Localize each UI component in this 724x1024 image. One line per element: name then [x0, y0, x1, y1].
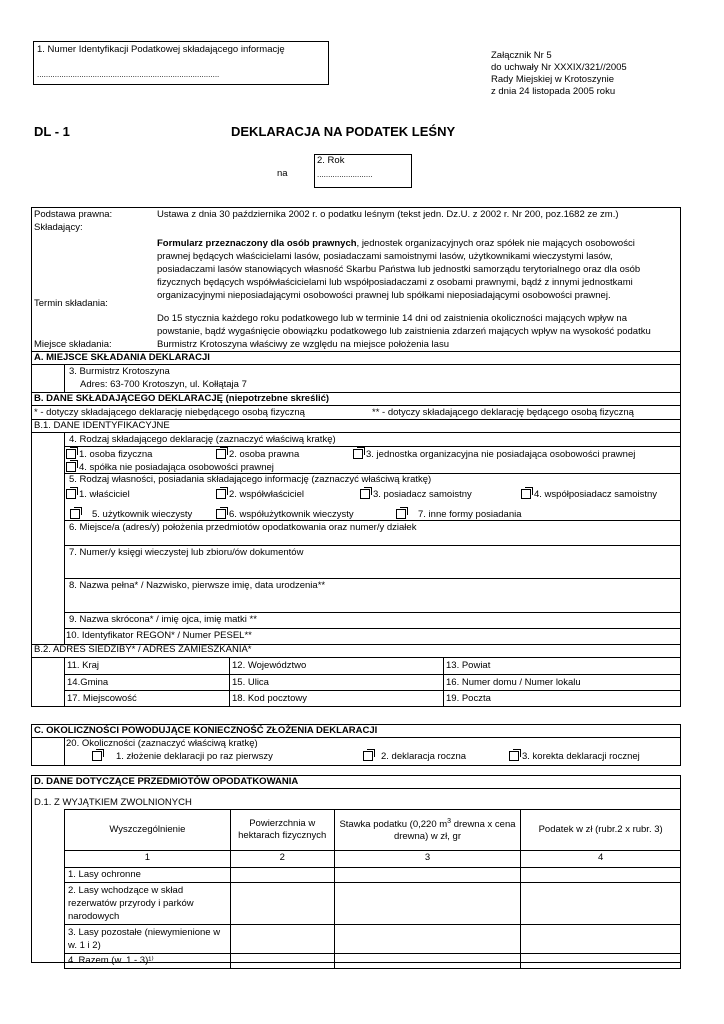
rate-cell[interactable] — [334, 868, 521, 883]
checkbox-icon[interactable] — [66, 462, 76, 472]
area-cell[interactable] — [230, 924, 334, 953]
option-possessor[interactable] — [360, 489, 472, 501]
checkbox-icon[interactable] — [66, 449, 76, 459]
table-row — [65, 924, 681, 953]
option-label: 5. użytkownik wieczysty — [92, 509, 193, 520]
rate-cell[interactable] — [334, 924, 521, 953]
option-org-unit[interactable] — [353, 449, 635, 461]
field-11[interactable]: 11. Kraj — [67, 660, 100, 671]
tax-cell[interactable] — [521, 868, 681, 883]
col-number: 1 — [65, 851, 231, 868]
note-legal-person: * - dotyczy składającego deklarację niebędącego osobą fizyczną — [34, 407, 305, 418]
checkbox-icon[interactable] — [66, 489, 76, 499]
field-4-label: 4. Rodzaj składającego deklarację (zaznaczyć właściwą kratkę) — [69, 434, 336, 445]
row-label: 3. Lasy pozostałe (niewymienione w w. 1 i 2) — [65, 924, 231, 953]
attachment-note — [491, 50, 627, 98]
section-c-title: C. OKOLICZNOŚCI POWODUJĄCE KONIECZNOŚĆ ZŁOŻENIA DEKLARACJI — [34, 725, 378, 736]
option-correction[interactable] — [509, 751, 640, 763]
checkbox-icon[interactable] — [360, 489, 370, 499]
field-17[interactable]: 17. Miejscowość — [67, 693, 137, 704]
tax-cell[interactable] — [521, 953, 681, 968]
option-label: 2. osoba prawna — [229, 449, 300, 460]
year-label: 2. Rok — [317, 155, 345, 166]
section-b-title: B. DANE SKŁADAJĄCEGO DEKLARACJĘ (niepotrzebne skreślić) — [34, 393, 330, 404]
option-natural-person[interactable] — [66, 449, 152, 461]
field-14[interactable]: 14.Gmina — [67, 677, 109, 688]
attachment-line: z dnia 24 listopada 2005 roku — [491, 85, 616, 97]
table-row — [65, 868, 681, 883]
option-label: 6. współużytkownik wieczysty — [229, 509, 354, 520]
checkbox-icon[interactable] — [396, 509, 406, 519]
form-code: DL - 1 — [34, 124, 70, 139]
table-row — [65, 953, 681, 968]
option-owner[interactable] — [66, 489, 130, 501]
forest-tax-table — [64, 809, 681, 969]
b1-title: B.1. DANE IDENTYFIKACYJNE — [34, 420, 170, 431]
field-3: 3. Burmistrz Krotoszyna — [69, 366, 170, 377]
header-description: Wyszczególnienie — [65, 810, 231, 851]
col-number: 2 — [230, 851, 334, 868]
year-dots: ......................... — [317, 170, 373, 179]
field-18[interactable]: 18. Kod pocztowy — [232, 693, 307, 704]
table-row — [65, 882, 681, 924]
field-7[interactable]: 7. Numer/y księgi wieczystej lub zbioru/ów dokumentów — [69, 547, 304, 558]
place-label: Miejsce składania: — [34, 339, 112, 350]
option-first-filing[interactable] — [92, 751, 273, 763]
field-15[interactable]: 15. Ulica — [232, 677, 269, 688]
checkbox-icon[interactable] — [521, 489, 531, 499]
option-label: 1. złożenie deklaracji po raz pierwszy — [116, 751, 273, 762]
option-label: 1. właściciel — [79, 489, 130, 500]
col-number: 4 — [521, 851, 681, 868]
year-box[interactable] — [314, 154, 412, 188]
option-label: 1. osoba fizyczna — [79, 449, 153, 460]
checkbox-icon[interactable] — [70, 509, 80, 519]
area-cell[interactable] — [230, 953, 334, 968]
field-12[interactable]: 12. Województwo — [232, 660, 307, 671]
note-natural-person: ** - dotyczy składającego deklarację będącego osobą fizyczną — [372, 407, 634, 418]
tax-cell[interactable] — [521, 924, 681, 953]
checkbox-icon[interactable] — [363, 751, 373, 761]
checkbox-icon[interactable] — [353, 449, 363, 459]
nip-label: 1. Numer Identyfikacji Podatkowej składającego informację — [37, 44, 285, 55]
submitter-label: Składający: — [34, 222, 83, 233]
field-8[interactable]: 8. Nazwa pełna* / Nazwisko, pierwsze imię, data urodzenia** — [69, 580, 326, 591]
option-label: 7. inne formy posiadania — [418, 509, 522, 520]
submitter-bold: Formularz przeznaczony dla osób prawnych — [157, 238, 357, 249]
deadline-label: Termin składania: — [34, 298, 108, 309]
option-label: 4. spółka nie posiadająca osobowości prawnej — [79, 462, 274, 473]
tax-cell[interactable] — [521, 882, 681, 924]
header-tax: Podatek w zł (rubr.2 x rubr. 3) — [521, 810, 681, 851]
checkbox-icon[interactable] — [92, 751, 102, 761]
submitter-text — [157, 237, 657, 302]
attachment-line: Załącznik Nr 5 — [491, 50, 552, 61]
attachment-line: do uchwały Nr XXXIX/321//2005 — [491, 61, 627, 73]
checkbox-icon[interactable] — [216, 509, 226, 519]
deadline-text: Do 15 stycznia każdego roku podatkowego lub w terminie 14 dni od zaistnienia okoliczności mających wpływ na powstanie, bądź wygaśnięcie obowiązku podatkowego lub zaistnienia zdarzeń mających wpływ na wysokość podatku — [157, 313, 651, 337]
row-label: 1. Lasy ochronne — [65, 868, 231, 883]
area-cell[interactable] — [230, 882, 334, 924]
field-13[interactable]: 13. Powiat — [446, 660, 491, 671]
option-label: 3. posiadacz samoistny — [373, 489, 472, 500]
option-legal-person[interactable] — [216, 449, 299, 461]
option-label: 2. współwłaściciel — [229, 489, 304, 500]
rate-cell[interactable] — [334, 882, 521, 924]
checkbox-icon[interactable] — [509, 751, 519, 761]
option-label: 4. współposiadacz samoistny — [534, 489, 658, 500]
legal-basis-label: Podstawa prawna: — [34, 209, 113, 220]
submitter-rest: , jednostek organizacyjnych oraz spółek nie mających osobowości prawnej będących właścicielami lasów, posiadaczami samoistnymi lasów, użytkownikami wieczystymi lasów, posiadaczami lasów stanowiących własność Skarbu Państwa lub jednostki samorządu terytorialnego oraz dla osób fizycznych będących współwłaścicielami lub współposiadaczami z osobami prawnymi, bądź z innymi jednostkami organizacyjnymi nieposiadającymi osobowości prawnej lub spółkami nieposiadającymi osobowości prawnej. — [157, 238, 641, 301]
na-label: na — [277, 168, 288, 179]
option-co-possessor[interactable] — [521, 489, 657, 501]
field-10[interactable]: 10. Identyfikator REGON* / Numer PESEL** — [66, 630, 252, 641]
nip-dots: .................................................................................. — [37, 70, 220, 79]
option-label: 3. jednostka organizacyjna nie posiadająca osobowości prawnej — [366, 449, 636, 460]
b2-title: B.2. ADRES SIEDZIBY* / ADRES ZAMIESZKANIA* — [34, 644, 252, 655]
row-label: 2. Lasy wchodzące w skład rezerwatów przyrody i parków narodowych — [65, 882, 231, 924]
field-20-label: 20. Okoliczności (zaznaczyć właściwą kratkę) — [66, 738, 258, 749]
field-5-label: 5. Rodzaj własności, posiadania składającego informację (zaznaczyć właściwą kratkę) — [69, 474, 432, 485]
form-title: DEKLARACJA NA PODATEK LEŚNY — [231, 124, 456, 139]
header-rate: Stawka podatku (0,220 $m^3$ drewna x cena drewna) w zł, gr — [334, 810, 521, 851]
section-a-title: A. MIEJSCE SKŁADANIA DEKLARACJI — [34, 352, 210, 363]
option-co-owner[interactable] — [216, 489, 304, 501]
option-label: 3. korekta deklaracji rocznej — [522, 751, 640, 762]
field-9[interactable]: 9. Nazwa skrócona* / imię ojca, imię matki ** — [69, 614, 257, 625]
col-number: 3 — [334, 851, 521, 868]
row-label: 4. Razem (w. 1 - 3)¹⁾ — [65, 953, 231, 968]
rate-cell[interactable] — [334, 953, 521, 968]
option-label: 2. deklaracja roczna — [381, 751, 467, 762]
area-cell[interactable] — [230, 868, 334, 883]
option-annual[interactable] — [363, 751, 466, 763]
field-16[interactable]: 16. Numer domu / Numer lokalu — [446, 677, 581, 688]
section-d-title: D. DANE DOTYCZĄCE PRZEDMIOTÓW OPODATKOWANIA — [34, 776, 299, 787]
attachment-line: Rady Miejskiej w Krotoszynie — [491, 73, 615, 85]
d1-title: D.1. Z WYJĄTKIEM ZWOLNIONYCH — [34, 797, 192, 808]
legal-basis-text: Ustawa z dnia 30 października 2002 r. o podatku leśnym (tekst jedn. Dz.U. z 2002 r. Nr 200, poz.1682 ze zm.) — [157, 209, 619, 220]
nip-box[interactable] — [33, 41, 329, 85]
field-6[interactable]: 6. Miejsce/a (adres/y) położenia przedmiotów opodatkowania oraz numer/y działek — [69, 522, 417, 533]
checkbox-icon[interactable] — [216, 449, 226, 459]
tax-office-address: Adres: 63-700 Krotoszyn, ul. Kołłątaja 7 — [80, 379, 247, 390]
field-19[interactable]: 19. Poczta — [446, 693, 491, 704]
header-area: Powierzchnia w hektarach fizycznych — [230, 810, 334, 851]
checkbox-icon[interactable] — [216, 489, 226, 499]
place-text: Burmistrz Krotoszyna właściwy ze względu na miejsce położenia lasu — [157, 339, 449, 350]
